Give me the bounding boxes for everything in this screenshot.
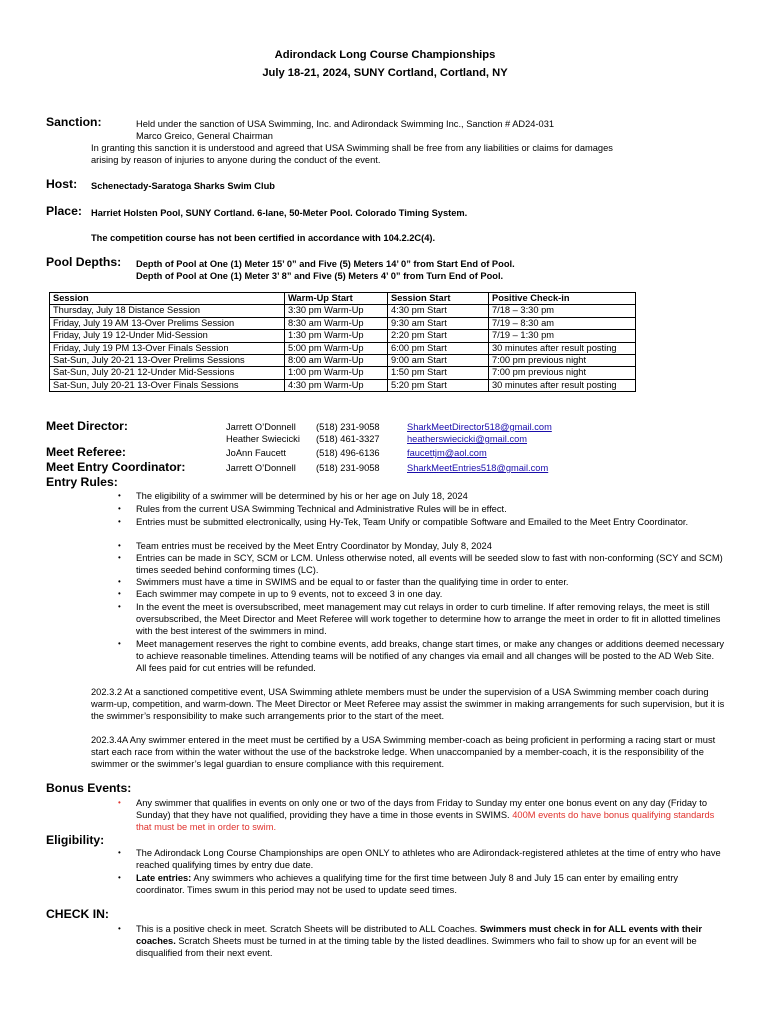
checkin-text-1: This is a positive check in meet. Scratch Sheets will be distributed to ALL Coaches.: [136, 924, 480, 934]
place-label: Place:: [46, 204, 82, 218]
cell-checkin: 7/18 – 3:30 pm: [489, 305, 636, 317]
cell-start: 2:20 pm Start: [388, 330, 489, 342]
sanction-label: Sanction:: [46, 115, 102, 129]
bullet-icon: •: [118, 517, 121, 526]
contact-name: Heather Swiecicki: [226, 434, 300, 444]
table-row: [50, 342, 636, 354]
rule-202-3-2: 202.3.2 At a sanctioned competitive event, USA Swimming athlete members must be under the supervision of a USA Swimming member coach during warm-up, competition, and warm-down. The Meet Director or Meet Referee may assist the swimmer in making arrangements for such supervision, but it is the swimmer’s responsibility to make such arrangements prior to the start of the meet.: [91, 687, 725, 721]
bullet-icon: •: [118, 541, 121, 550]
bullet-icon: •: [118, 602, 121, 611]
cell-warmup: 8:30 am Warm-Up: [285, 317, 388, 329]
rule-202-3-4a: 202.3.4A Any swimmer entered in the meet must be certified by a USA Swimming member-coach as being proficient in performing a racing start or must start each race from within the water without the use of the backstroke ledge. When unaccompanied by a member-coach, it is the responsibility of the swimmer or the swimmer’s legal guardian to ensure compliance with this requirement.: [91, 735, 716, 769]
pool-depths-label: Pool Depths:: [46, 255, 122, 269]
col-header-checkin: Positive Check-in: [489, 293, 636, 305]
meet-dates-location: July 18-21, 2024, SUNY Cortland, Cortland, NY: [262, 67, 508, 79]
pool-depth-turn-end: Depth of Pool at One (1) Meter 3’ 8” and Five (5) Meters 4’ 0” from Turn End of Pool.: [136, 271, 504, 281]
pool-depth-start-end: Depth of Pool at One (1) Meter 15’ 0” and Five (5) Meters 14’ 0” from Start End of Pool.: [136, 259, 515, 269]
cell-checkin: 7/19 – 8:30 am: [489, 317, 636, 329]
late-entries-heading: Late entries:: [136, 873, 192, 883]
bullet-icon: •: [118, 553, 121, 562]
late-entries-rule: [136, 872, 726, 896]
bullet-icon: •: [118, 589, 121, 598]
cell-checkin: 7/19 – 1:30 pm: [489, 330, 636, 342]
checkin-bold-text: Swimmers must check in for ALL events with their coaches.: [136, 924, 702, 946]
contact-phone: (518) 496-6136: [316, 448, 380, 458]
cell-session: Friday, July 19 12-Under Mid-Session: [50, 330, 285, 342]
certification-note: The competition course has not been certified in accordance with 104.2.2C(4).: [91, 233, 436, 243]
sessions-table: [49, 292, 636, 392]
bullet-icon: •: [118, 848, 121, 857]
cell-session: Friday, July 19 AM 13-Over Prelims Session: [50, 317, 285, 329]
cell-warmup: 1:30 pm Warm-Up: [285, 330, 388, 342]
cell-warmup: 8:00 am Warm-Up: [285, 355, 388, 367]
late-entries-text: Any swimmers who achieves a qualifying time for the first time between July 8 and July 15 can enter by emailing entry coordinator. Times swum in this period may not be used to update seed times.: [136, 873, 679, 895]
sanction-line4: arising by reason of injuries to anyone during the conduct of the event.: [91, 155, 381, 165]
cell-session: Sat-Sun, July 20-21 12-Under Mid-Sessions: [50, 367, 285, 379]
entry-rule: Entries must be submitted electronically, using Hy-Tek, Team Unify or compatible Software and Emailed to the Meet Entry Coordinator.: [136, 517, 689, 527]
entry-rules-label: Entry Rules:: [46, 475, 118, 489]
cell-start: 9:00 am Start: [388, 355, 489, 367]
entry-rule: Rules from the current USA Swimming Technical and Administrative Rules will be in effect.: [136, 504, 507, 514]
table-row: [50, 317, 636, 329]
bonus-events-text: [136, 797, 726, 833]
contact-email-link[interactable]: SharkMeetEntries518@gmail.com: [407, 463, 549, 473]
cell-start: 6:00 pm Start: [388, 342, 489, 354]
cell-session: Sat-Sun, July 20-21 13-Over Prelims Sessions: [50, 355, 285, 367]
entry-rule: Swimmers must have a time in SWIMS and be equal to or faster than the qualifying time in order to enter.: [136, 577, 569, 587]
bullet-icon: •: [118, 924, 121, 933]
check-in-label: CHECK IN:: [46, 907, 109, 921]
contact-name: Jarrett O’Donnell: [226, 463, 296, 473]
col-header-session: Session: [50, 293, 285, 305]
table-header-row: [50, 293, 636, 305]
sanction-line3: In granting this sanction it is understood and agreed that USA Swimming shall be free from any liabilities or claims for damages: [91, 143, 613, 153]
bonus-red-text: 400M events do have bonus qualifying standards that must be met in order to swim.: [136, 810, 715, 832]
contact-email-link[interactable]: SharkMeetDirector518@gmail.com: [407, 422, 552, 432]
table-row: [50, 355, 636, 367]
col-header-session-start: Session Start: [388, 293, 489, 305]
meet-entry-coordinator-label: Meet Entry Coordinator:: [46, 460, 186, 474]
eligibility-rule: The Adirondack Long Course Championships are open ONLY to athletes who are Adirondack-registered athletes at the time of entry who have reached qualifying times by entry due date.: [136, 848, 721, 870]
sanction-chairman: Marco Greico, General Chairman: [136, 131, 273, 141]
meet-referee-label: Meet Referee:: [46, 445, 126, 459]
table-row: [50, 367, 636, 379]
cell-start: 1:50 pm Start: [388, 367, 489, 379]
cell-start: 4:30 pm Start: [388, 305, 489, 317]
bonus-events-label: Bonus Events:: [46, 781, 132, 795]
meet-director-label: Meet Director:: [46, 419, 128, 433]
contact-phone: (518) 461-3327: [316, 434, 380, 444]
col-header-warmup: Warm-Up Start: [285, 293, 388, 305]
eligibility-label: Eligibility:: [46, 833, 105, 847]
cell-checkin: 30 minutes after result posting: [489, 342, 636, 354]
bullet-icon: •: [118, 873, 121, 882]
checkin-text-2: Scratch Sheets must be turned in at the timing table by the listed deadlines. Swimmers who fail to show up for an event will be disqualified from their next event.: [136, 936, 697, 958]
contact-email-link[interactable]: heatherswiecicki@gmail.com: [407, 434, 528, 444]
cell-checkin: 30 minutes after result posting: [489, 379, 636, 391]
host-label: Host:: [46, 177, 78, 191]
table-row: [50, 330, 636, 342]
table-row: [50, 379, 636, 391]
cell-checkin: 7:00 pm previous night: [489, 367, 636, 379]
meet-title: Adirondack Long Course Championships: [274, 49, 496, 61]
bullet-icon: •: [118, 504, 121, 513]
check-in-text: [136, 923, 726, 959]
cell-warmup: 3:30 pm Warm-Up: [285, 305, 388, 317]
cell-session: Sat-Sun, July 20-21 13-Over Finals Sessions: [50, 379, 285, 391]
bonus-text: Any swimmer that qualifies in events on only one or two of the days from Friday to Sunday my enter one bonus event on any day (Friday to Sunday) that they have not qualified, providing they have a time in those events in SWIMS.: [136, 798, 708, 820]
bullet-icon: •: [118, 639, 121, 648]
cell-start: 9:30 am Start: [388, 317, 489, 329]
entry-rule: Each swimmer may compete in up to 9 events, not to exceed 3 in one day.: [136, 589, 443, 599]
table-row: [50, 305, 636, 317]
cell-warmup: 1:00 pm Warm-Up: [285, 367, 388, 379]
cell-checkin: 7:00 pm previous night: [489, 355, 636, 367]
entry-rule: Meet management reserves the right to combine events, add breaks, change start times, or make any changes or additions deemed necessary to achieve reasonable timelines. Attending teams will be notified of any changes via email and all changes will be posted to the AD Web Site. All fees paid for cut entries will be refunded.: [136, 639, 725, 673]
cell-start: 5:20 pm Start: [388, 379, 489, 391]
entry-rule: In the event the meet is oversubscribed, meet management may cut relays in order to curb timeline. If after removing relays, the meet is still oversubscribed, the Meet Director and Meet Referee will work together to determine how to arrange the meet in order to fit in allotted timelines with the best interest of the swimmers in mind.: [136, 602, 721, 636]
contact-email-link[interactable]: faucettjm@aol.com: [407, 448, 487, 458]
entry-rule: The eligibility of a swimmer will be determined by his or her age on July 18, 2024: [136, 491, 468, 501]
contact-phone: (518) 231-9058: [316, 422, 380, 432]
place-value: Harriet Holsten Pool, SUNY Cortland. 6-lane, 50-Meter Pool. Colorado Timing System.: [91, 208, 468, 218]
bullet-icon: •: [118, 577, 121, 586]
entry-rule: Team entries must be received by the Meet Entry Coordinator by Monday, July 8, 2024: [136, 541, 492, 551]
contact-name: JoAnn Faucett: [226, 448, 286, 458]
entry-rule: Entries can be made in SCY, SCM or LCM. Unless otherwise noted, all events will be seeded slow to fast with non-conforming (SCY and SCM) times seeded behind conforming times (LC).: [136, 553, 723, 575]
bullet-icon: •: [118, 798, 121, 807]
cell-session: Thursday, July 18 Distance Session: [50, 305, 285, 317]
cell-session: Friday, July 19 PM 13-Over Finals Session: [50, 342, 285, 354]
contact-name: Jarrett O’Donnell: [226, 422, 296, 432]
contact-phone: (518) 231-9058: [316, 463, 380, 473]
sanction-line1: Held under the sanction of USA Swimming, Inc. and Adirondack Swimming Inc., Sanction # AD24-031: [136, 119, 555, 129]
cell-warmup: 5:00 pm Warm-Up: [285, 342, 388, 354]
cell-warmup: 4:30 pm Warm-Up: [285, 379, 388, 391]
host-value: Schenectady-Saratoga Sharks Swim Club: [91, 181, 275, 191]
bullet-icon: •: [118, 491, 121, 500]
